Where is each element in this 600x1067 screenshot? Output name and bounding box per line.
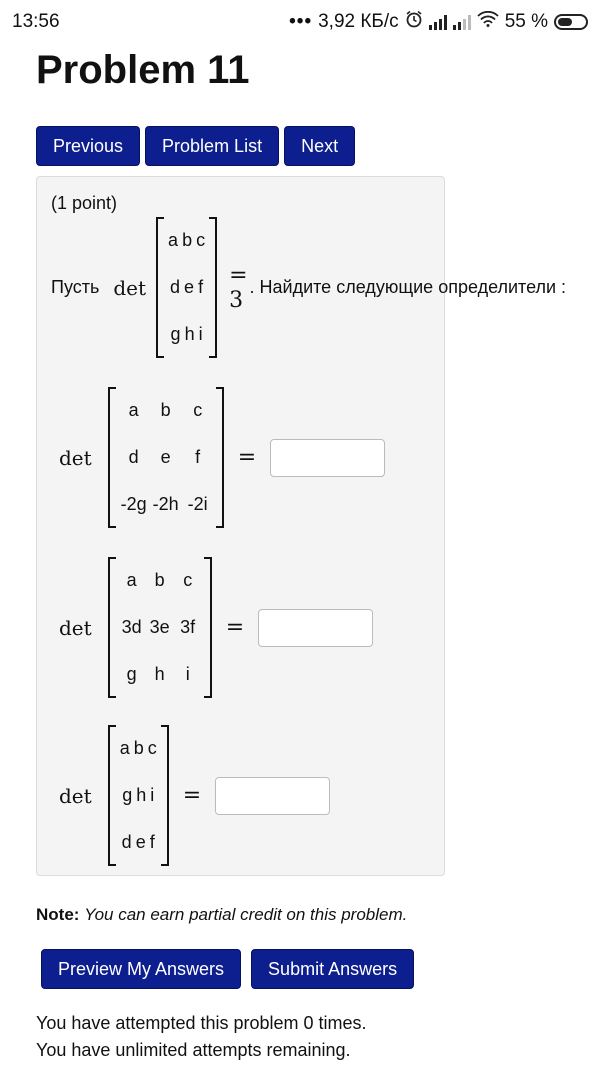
answer-input-3[interactable] — [215, 777, 330, 815]
attempts-count: You have attempted this problem 0 times. — [36, 1013, 367, 1033]
submit-answers-button[interactable]: Submit Answers — [251, 949, 414, 989]
question-2 — [59, 557, 373, 698]
question-matrix — [108, 725, 169, 866]
battery-level: 55 % — [504, 11, 548, 32]
question-3 — [59, 725, 330, 866]
note-text: You can earn partial credit on this problem. — [84, 905, 408, 924]
attempts-remaining: You have unlimited attempts remaining. — [36, 1040, 351, 1060]
attempts-info — [36, 1010, 367, 1064]
question-1 — [59, 387, 385, 528]
equals-sign: = — [237, 445, 257, 470]
answer-input-1[interactable] — [270, 439, 385, 477]
det-symbol: det — [59, 615, 92, 640]
problem-list-button[interactable]: Problem List — [145, 126, 279, 166]
wifi-icon — [477, 11, 499, 33]
given-matrix — [156, 217, 217, 358]
intro-prefix: Пусть — [51, 277, 100, 297]
matrix-row: d e f — [128, 447, 201, 467]
points-label: (1 point) — [51, 193, 118, 213]
det-symbol: det — [113, 275, 147, 300]
previous-button[interactable]: Previous — [36, 126, 140, 166]
note-label: Note: — [36, 905, 80, 924]
problem-nav — [36, 126, 355, 166]
question-matrix — [108, 557, 212, 698]
matrix-row: a b c — [128, 400, 203, 420]
matrix-row: g h i — [122, 785, 155, 805]
matrix-row: a b c — [119, 738, 157, 758]
given-value: = 3 — [229, 262, 248, 313]
matrix-row: 3d 3e 3f — [121, 617, 196, 637]
equals-sign: = — [225, 615, 245, 640]
next-button[interactable]: Next — [284, 126, 355, 166]
problem-box — [36, 176, 567, 876]
matrix-row: d e f — [170, 277, 204, 297]
given-statement — [51, 217, 566, 358]
signal-icon — [429, 14, 447, 30]
status-indicators — [289, 10, 588, 34]
preview-answers-button[interactable]: Preview My Answers — [41, 949, 241, 989]
matrix-row: d e f — [121, 832, 155, 852]
question-matrix — [108, 387, 224, 528]
det-symbol: det — [59, 783, 92, 808]
matrix-row: g h i — [126, 664, 190, 684]
matrix-row: g h i — [170, 324, 203, 344]
equals-sign: = — [182, 783, 202, 808]
signal-weak-icon — [453, 14, 471, 30]
det-symbol: det — [59, 445, 92, 470]
more-dots: ••• — [289, 11, 313, 32]
partial-credit-note — [36, 905, 407, 925]
status-bar — [0, 0, 600, 44]
answer-input-2[interactable] — [258, 609, 373, 647]
battery-icon — [554, 14, 588, 30]
intro-suffix: . Найдите следующие определители : — [249, 277, 567, 297]
page-title: Problem 11 — [36, 48, 250, 92]
matrix-row: -2g -2h -2i — [120, 494, 208, 514]
matrix-row: a b c — [168, 230, 206, 250]
network-speed: 3,92 КБ/с — [318, 11, 399, 32]
status-time: 13:56 — [12, 11, 60, 32]
alarm-icon — [405, 10, 423, 34]
matrix-row: a b c — [126, 570, 193, 590]
answer-actions — [41, 949, 414, 989]
